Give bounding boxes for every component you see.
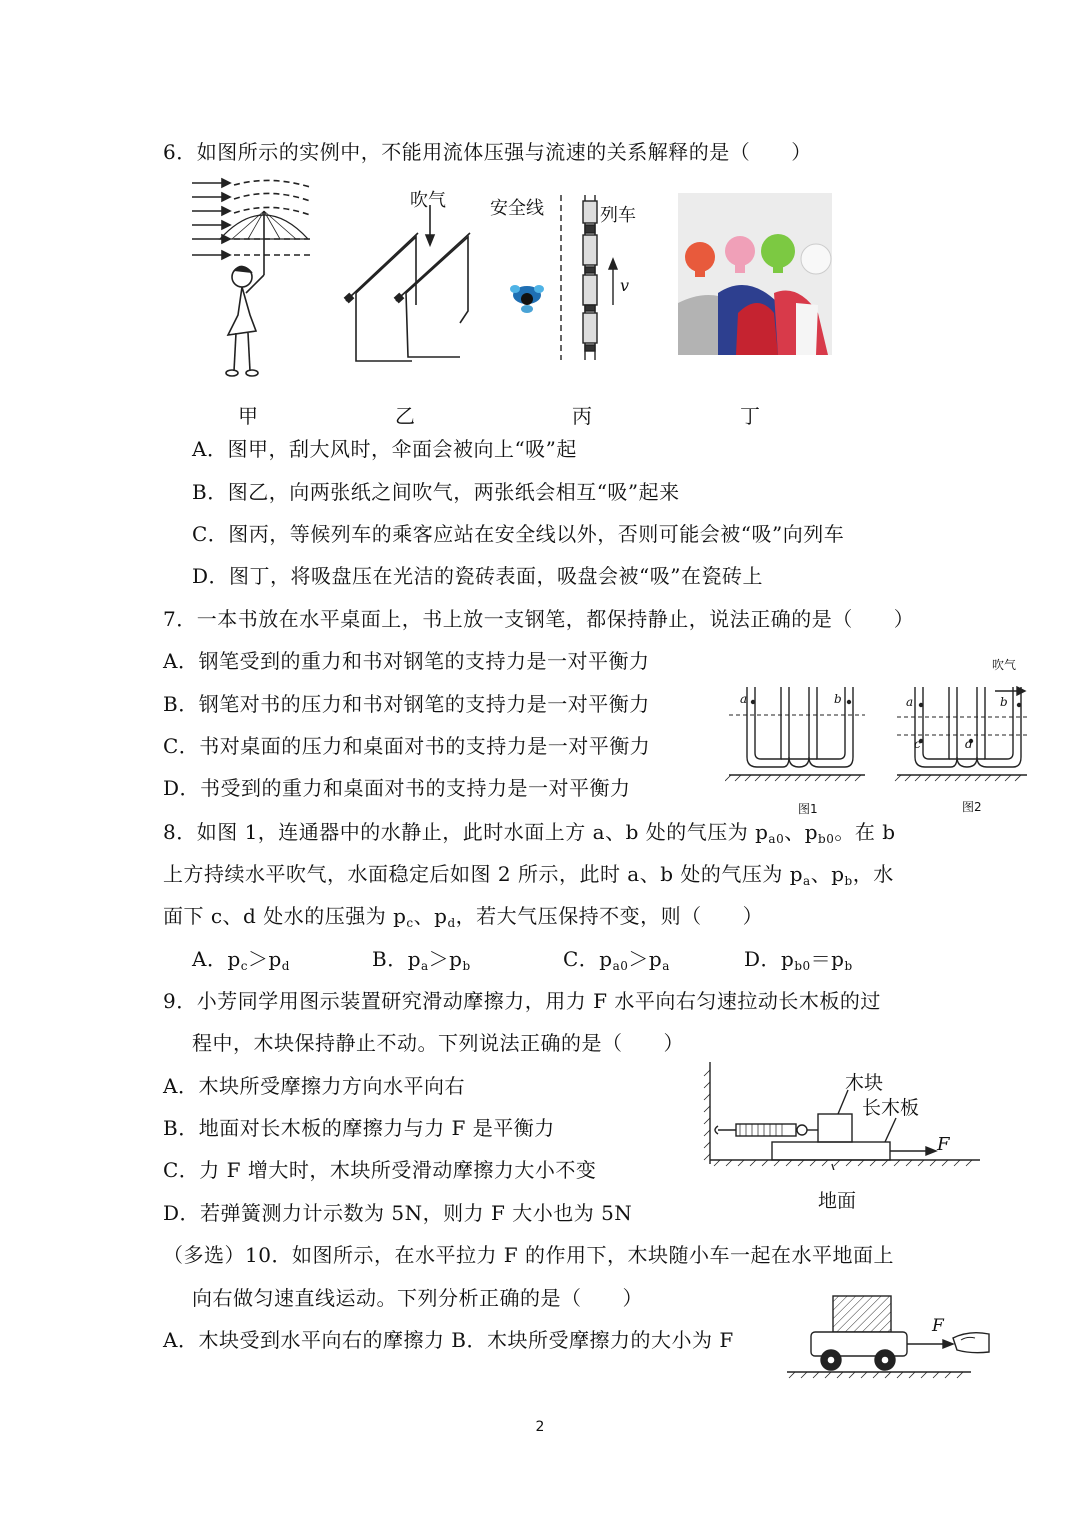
q6-option-d: D．图丁，将吸盘压在光洁的瓷砖表面，吸盘会被“吸”在瓷砖上 [192, 564, 763, 588]
force-label-q10: F [932, 1316, 944, 1336]
q7-option-c: C．书对桌面的压力和桌面对书的支持力是一对平衡力 [163, 734, 651, 758]
q8-option-d: D．$p_{b0}=p_b$ [744, 947, 853, 973]
q6-option-b: B．图乙，向两张纸之间吹气，两张纸会相互“吸”起来 [192, 480, 680, 504]
q7-stem: 7．一本书放在水平桌面上，书上放一支钢笔，都保持静止，说法正确的是（ ） [163, 607, 915, 631]
q9-option-c: C．力 F 增大时，木块所受滑动摩擦力大小不变 [163, 1158, 597, 1182]
fig2-label-a: a [906, 695, 914, 709]
board-label: 长木板 [862, 1097, 920, 1119]
force-label-q9: F [937, 1134, 950, 1155]
q8-option-b: B．$p_a>p_b$ [372, 947, 471, 973]
q6-option-c: C．图丙，等候列车的乘客应站在安全线以外，否则可能会被“吸”向列车 [192, 522, 845, 546]
fig2-label-b: b [1000, 695, 1008, 709]
q8-line-3: 面下 c、d 处水的压强为 $p_c$、$p_d$，若大气压保持不变，则（ ） [163, 904, 764, 930]
fig2-label-d: d [965, 737, 973, 751]
q10-stem-2: 向右做匀速直线运动。下列分析正确的是（ ） [192, 1286, 643, 1310]
velocity-label: v [620, 276, 630, 295]
suction-cup-photo [678, 193, 832, 355]
q7-option-b: B．钢笔对书的压力和书对钢笔的支持力是一对平衡力 [163, 692, 650, 716]
q9-option-a: A．木块所受摩擦力方向水平向右 [163, 1074, 465, 1098]
fig-label-ding: 丁 [740, 404, 760, 428]
fig2-label-c: c [914, 737, 921, 751]
connected-vessel-figure [725, 665, 1030, 785]
block-label: 木块 [845, 1072, 884, 1094]
fig1-caption: 图1 [798, 802, 818, 816]
q10-stem-1: （多选）10．如图所示，在水平拉力 F 的作用下，木块随小车一起在水平地面上 [163, 1243, 895, 1267]
q7-option-a: A．钢笔受到的重力和书对钢笔的支持力是一对平衡力 [163, 649, 650, 673]
q7-option-d: D．书受到的重力和桌面对书的支持力是一对平衡力 [163, 776, 631, 800]
ground-label: 地面 [818, 1190, 857, 1212]
fig2-blow-label: 吹气 [992, 658, 1017, 672]
q8-line-2: 上方持续水平吹气，水面稳定后如图 2 所示，此时 a、b 处的气压为 $p_a$、$p_b$，水 [163, 862, 894, 888]
q6-option-a: A．图甲，刮大风时，伞面会被向上“吸”起 [192, 437, 577, 461]
q8-option-c: C．$p_{a0}>p_a$ [563, 947, 670, 973]
blow-label: 吹气 [410, 190, 446, 211]
q9-option-d: D．若弹簧测力计示数为 5N，则力 F 大小也为 5N [163, 1201, 633, 1225]
fig-label-bing: 丙 [572, 404, 592, 428]
fig-label-yi: 乙 [395, 404, 415, 428]
fig2-caption: 图2 [962, 800, 982, 814]
page-number: 2 [535, 1419, 545, 1435]
paper-figure [340, 185, 485, 370]
q9-stem-2: 程中，木块保持静止不动。下列说法正确的是（ ） [192, 1031, 684, 1055]
q9-stem-1: 9．小芳同学用图示装置研究滑动摩擦力，用力 F 水平向右匀速拉动长木板的过 [163, 989, 881, 1013]
safety-line-label: 安全线 [490, 198, 544, 219]
q8-option-a: A．$p_c>p_d$ [192, 947, 290, 973]
train-label: 列车 [600, 205, 636, 226]
q8-line-1: 8．如图 1，连通器中的水静止，此时水面上方 a、b 处的气压为 $p_{a0}$、$p_{b0}$。在 b [163, 820, 896, 846]
fig1-label-a: a [740, 692, 748, 706]
umbrella-figure [190, 175, 320, 385]
fig-label-jia: 甲 [238, 404, 258, 428]
cart-figure [785, 1290, 995, 1380]
q10-options: A．木块受到水平向右的摩擦力 B．木块所受摩擦力的大小为 F [163, 1328, 734, 1352]
fig1-label-b: b [834, 692, 842, 706]
q9-option-b: B．地面对长木板的摩擦力与力 F 是平衡力 [163, 1116, 555, 1140]
q6-stem: 6．如图所示的实例中，不能用流体压强与流速的关系解释的是（ ） [163, 140, 812, 164]
